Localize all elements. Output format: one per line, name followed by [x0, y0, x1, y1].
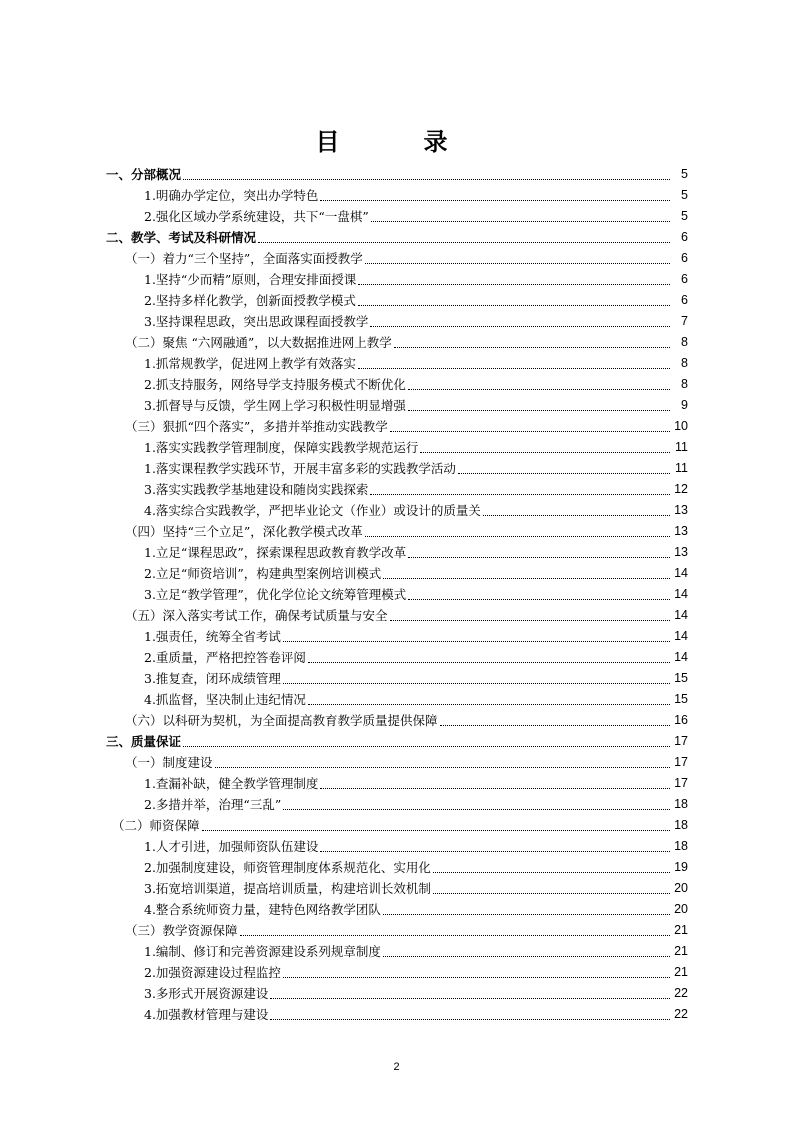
dot-leader: [390, 620, 670, 621]
toc-entry[interactable]: [144, 290, 688, 311]
toc-entry-title: 1.落实课程教学实践环节，开展丰富多彩的实践教学活动: [144, 461, 456, 476]
toc-entry[interactable]: [144, 395, 688, 416]
toc-entry-title: （一）制度建设: [125, 755, 213, 770]
dot-leader: [383, 914, 670, 915]
toc-entry[interactable]: [144, 941, 688, 962]
toc-entry-page: 14: [674, 608, 688, 622]
toc-entry[interactable]: [144, 836, 688, 857]
toc-entry-page: 8: [681, 335, 688, 349]
toc-entry-title: 1.人才引进，加强师资队伍建设: [144, 839, 319, 854]
dot-leader: [320, 851, 670, 852]
toc-entry-page: 6: [681, 251, 688, 265]
dot-leader: [320, 788, 670, 789]
toc-entry[interactable]: [125, 521, 688, 542]
dot-leader: [283, 977, 670, 978]
toc-entry[interactable]: [144, 542, 688, 563]
toc-entry-page: 11: [675, 440, 688, 454]
dot-leader: [270, 998, 670, 999]
dot-leader: [483, 515, 670, 516]
toc-entry-title: 1.坚持“少而精”原则，合理安排面授课: [144, 272, 357, 287]
page-title: 目 录: [315, 127, 478, 156]
toc-entry-title: 3.坚持课程思政，突出思政课程面授教学: [144, 314, 369, 329]
toc-entry-title: 2.抓支持服务，网络导学支持服务模式不断优化: [144, 377, 406, 392]
toc-entry-page: 17: [674, 776, 688, 790]
dot-leader: [390, 431, 670, 432]
toc-entry-page: 14: [674, 566, 688, 580]
toc-entry-page: 16: [674, 713, 688, 727]
toc-entry-page: 21: [674, 944, 688, 958]
toc-entry-title: 2.强化区域办学系统建设，共下“一盘棋”: [144, 209, 369, 224]
toc-entry-page: 13: [674, 524, 688, 538]
toc-entry[interactable]: [144, 500, 688, 521]
dot-leader: [320, 200, 670, 201]
toc-entry-page: 14: [674, 650, 688, 664]
toc-entry[interactable]: [106, 731, 688, 752]
dot-leader: [215, 767, 670, 768]
toc-entry-page: 18: [674, 797, 688, 811]
toc-entry[interactable]: [144, 269, 688, 290]
toc-entry-title: 二、教学、考试及科研情况: [106, 230, 257, 245]
toc-entry[interactable]: [144, 899, 688, 920]
dot-leader: [440, 725, 670, 726]
toc-entry-page: 9: [681, 398, 688, 412]
toc-entry-page: 22: [674, 986, 688, 1000]
dot-leader: [365, 263, 670, 264]
toc-entry[interactable]: [144, 584, 688, 605]
toc-entry[interactable]: [144, 983, 688, 1004]
toc-entry[interactable]: [144, 962, 688, 983]
toc-entry[interactable]: [144, 773, 688, 794]
toc-entry[interactable]: [144, 878, 688, 899]
toc-entry[interactable]: [125, 710, 688, 731]
dot-leader: [433, 893, 670, 894]
dot-leader: [283, 683, 670, 684]
toc-entry-page: 21: [674, 965, 688, 979]
dot-leader: [183, 179, 670, 180]
dot-leader: [408, 599, 670, 600]
dot-leader: [383, 956, 670, 957]
dot-leader: [283, 809, 670, 810]
toc-entry-title: 1.编制、修订和完善资源建设系列规章制度: [144, 944, 381, 959]
toc-entry-title: 4.落实综合实践教学，严把毕业论文（作业）或设计的质量关: [144, 503, 481, 518]
toc-entry[interactable]: [144, 353, 688, 374]
toc-entry[interactable]: [144, 374, 688, 395]
toc-entry-title: （六）以科研为契机，为全面提高教育教学质量提供保障: [125, 713, 438, 728]
toc-entry-page: 22: [674, 1007, 688, 1021]
toc-entry[interactable]: [112, 815, 688, 836]
toc-entry-page: 6: [681, 272, 688, 286]
toc-entry-page: 5: [681, 188, 688, 202]
dot-leader: [258, 242, 670, 243]
dot-leader: [408, 410, 670, 411]
toc-entry[interactable]: [106, 164, 688, 185]
dot-leader: [458, 473, 670, 474]
toc-entry-title: 4.整合系统师资力量，建特色网络教学团队: [144, 902, 381, 917]
toc-entry[interactable]: [144, 1004, 688, 1025]
toc-entry[interactable]: [144, 689, 688, 710]
toc-entry-title: 一、分部概况: [106, 167, 182, 182]
toc-entry-page: 6: [681, 230, 688, 244]
dot-leader: [408, 389, 670, 390]
toc-entry-page: 19: [674, 860, 688, 874]
toc-entry-title: 2.加强资源建设过程监控: [144, 965, 281, 980]
dot-leader: [240, 935, 670, 936]
toc-entry-page: 10: [674, 419, 688, 433]
toc-entry-title: 2.加强制度建设，师资管理制度体系规范化、实用化: [144, 860, 431, 875]
toc-entry-title: 2.多措并举，治理“三乱”: [144, 797, 282, 812]
dot-leader: [371, 221, 670, 222]
toc-entry-title: （四）坚持“三个立足”，深化教学模式改革: [125, 524, 363, 539]
toc-entry-title: 4.抓监督，坚决制止违纪情况: [144, 692, 306, 707]
toc-entry-page: 14: [674, 587, 688, 601]
toc-entry-title: （五）深入落实考试工作，确保考试质量与安全: [125, 608, 388, 623]
toc-entry-title: 1.落实实践教学管理制度，保障实践教学规范运行: [144, 440, 419, 455]
toc-entry[interactable]: [144, 458, 688, 479]
toc-entry[interactable]: [144, 437, 688, 458]
toc-entry-page: 13: [674, 503, 688, 517]
toc-entry-title: 2.重质量，严格把控答卷评阅: [144, 650, 306, 665]
toc-entry[interactable]: [144, 206, 688, 227]
dot-leader: [370, 494, 670, 495]
toc-entry-title: （一）着力“三个坚持”，全面落实面授教学: [125, 251, 363, 266]
toc-entry[interactable]: [144, 563, 688, 584]
toc-entry[interactable]: [144, 626, 688, 647]
toc-entry-page: 15: [674, 692, 688, 706]
toc-entry-page: 7: [681, 314, 688, 328]
toc-entry-page: 15: [674, 671, 688, 685]
toc-entry-page: 18: [674, 839, 688, 853]
toc-entry-title: 4.加强教材管理与建设: [144, 1007, 269, 1022]
toc-entry-title: 2.坚持多样化教学，创新面授教学模式: [144, 293, 356, 308]
dot-leader: [308, 662, 670, 663]
toc-entry-title: 3.立足“教学管理”，优化学位论文统筹管理模式: [144, 587, 407, 602]
toc-entry-page: 18: [674, 818, 688, 832]
toc-entry-title: 3.拓宽培训渠道，提高培训质量，构建培训长效机制: [144, 881, 431, 896]
dot-leader: [383, 578, 670, 579]
toc-entry[interactable]: [144, 668, 688, 689]
toc-entry-page: 11: [675, 461, 688, 475]
toc-entry-title: （二）师资保障: [112, 818, 200, 833]
toc-entry-title: 1.查漏补缺，健全教学管理制度: [144, 776, 319, 791]
dot-leader: [283, 641, 670, 642]
dot-leader: [358, 368, 670, 369]
dot-leader: [433, 872, 670, 873]
toc-entry-page: 8: [681, 356, 688, 370]
toc-entry-page: 6: [681, 293, 688, 307]
toc-entry-title: （二）聚焦 “六网融通”，以大数据推进网上教学: [125, 335, 392, 350]
toc-entry-title: 3.抓督导与反馈，学生网上学习积极性明显增强: [144, 398, 406, 413]
toc-entry[interactable]: [125, 920, 688, 941]
page-number: 2: [393, 1061, 400, 1073]
toc-entry[interactable]: [125, 416, 688, 437]
toc-entry-title: 2.立足“师资培训”，构建典型案例培训模式: [144, 566, 382, 581]
toc-entry-page: 12: [674, 482, 688, 496]
toc-entry-page: 20: [674, 881, 688, 895]
toc-entry-page: 20: [674, 902, 688, 916]
dot-leader: [358, 284, 670, 285]
toc-entry-page: 8: [681, 377, 688, 391]
toc-entry-page: 5: [681, 167, 688, 181]
toc-entry-page: 14: [674, 629, 688, 643]
toc-entry-title: 3.多形式开展资源建设: [144, 986, 269, 1001]
dot-leader: [420, 452, 670, 453]
dot-leader: [358, 305, 670, 306]
dot-leader: [270, 1019, 670, 1020]
toc-entry[interactable]: [144, 479, 688, 500]
toc-entry-page: 5: [681, 209, 688, 223]
dot-leader: [308, 704, 670, 705]
toc-entry[interactable]: [125, 332, 688, 353]
toc-entry-title: 3.落实实践教学基地建设和随岗实践探索: [144, 482, 369, 497]
toc-entry[interactable]: [144, 647, 688, 668]
dot-leader: [183, 746, 670, 747]
dot-leader: [370, 326, 670, 327]
toc-entry-title: 1.立足“课程思政”，探索课程思政教育教学改革: [144, 545, 407, 560]
toc-entry[interactable]: [144, 857, 688, 878]
toc-entry[interactable]: [106, 227, 688, 248]
toc-entry[interactable]: [125, 752, 688, 773]
dot-leader: [408, 557, 670, 558]
toc-entry-title: 1.明确办学定位，突出办学特色: [144, 188, 319, 203]
toc-entry-page: 17: [674, 734, 688, 748]
toc-entry-title: 1.强责任，统筹全省考试: [144, 629, 281, 644]
toc-entry-page: 21: [674, 923, 688, 937]
toc-entry[interactable]: [144, 311, 688, 332]
toc-entry-page: 17: [674, 755, 688, 769]
toc-entry-title: 3.推复查，闭环成绩管理: [144, 671, 281, 686]
dot-leader: [202, 830, 670, 831]
dot-leader: [365, 536, 670, 537]
toc-entry[interactable]: [125, 248, 688, 269]
toc-entry-title: 1.抓常规教学，促进网上教学有效落实: [144, 356, 356, 371]
dot-leader: [394, 347, 670, 348]
toc-entry-page: 13: [674, 545, 688, 559]
toc-entry-title: （三）教学资源保障: [125, 923, 238, 938]
toc-entry-title: （三）狠抓“四个落实”，多措并举推动实践教学: [125, 419, 388, 434]
toc-entry[interactable]: [125, 605, 688, 626]
toc-entry[interactable]: [144, 794, 688, 815]
toc-entry-title: 三、质量保证: [106, 734, 182, 749]
toc-entry[interactable]: [144, 185, 688, 206]
